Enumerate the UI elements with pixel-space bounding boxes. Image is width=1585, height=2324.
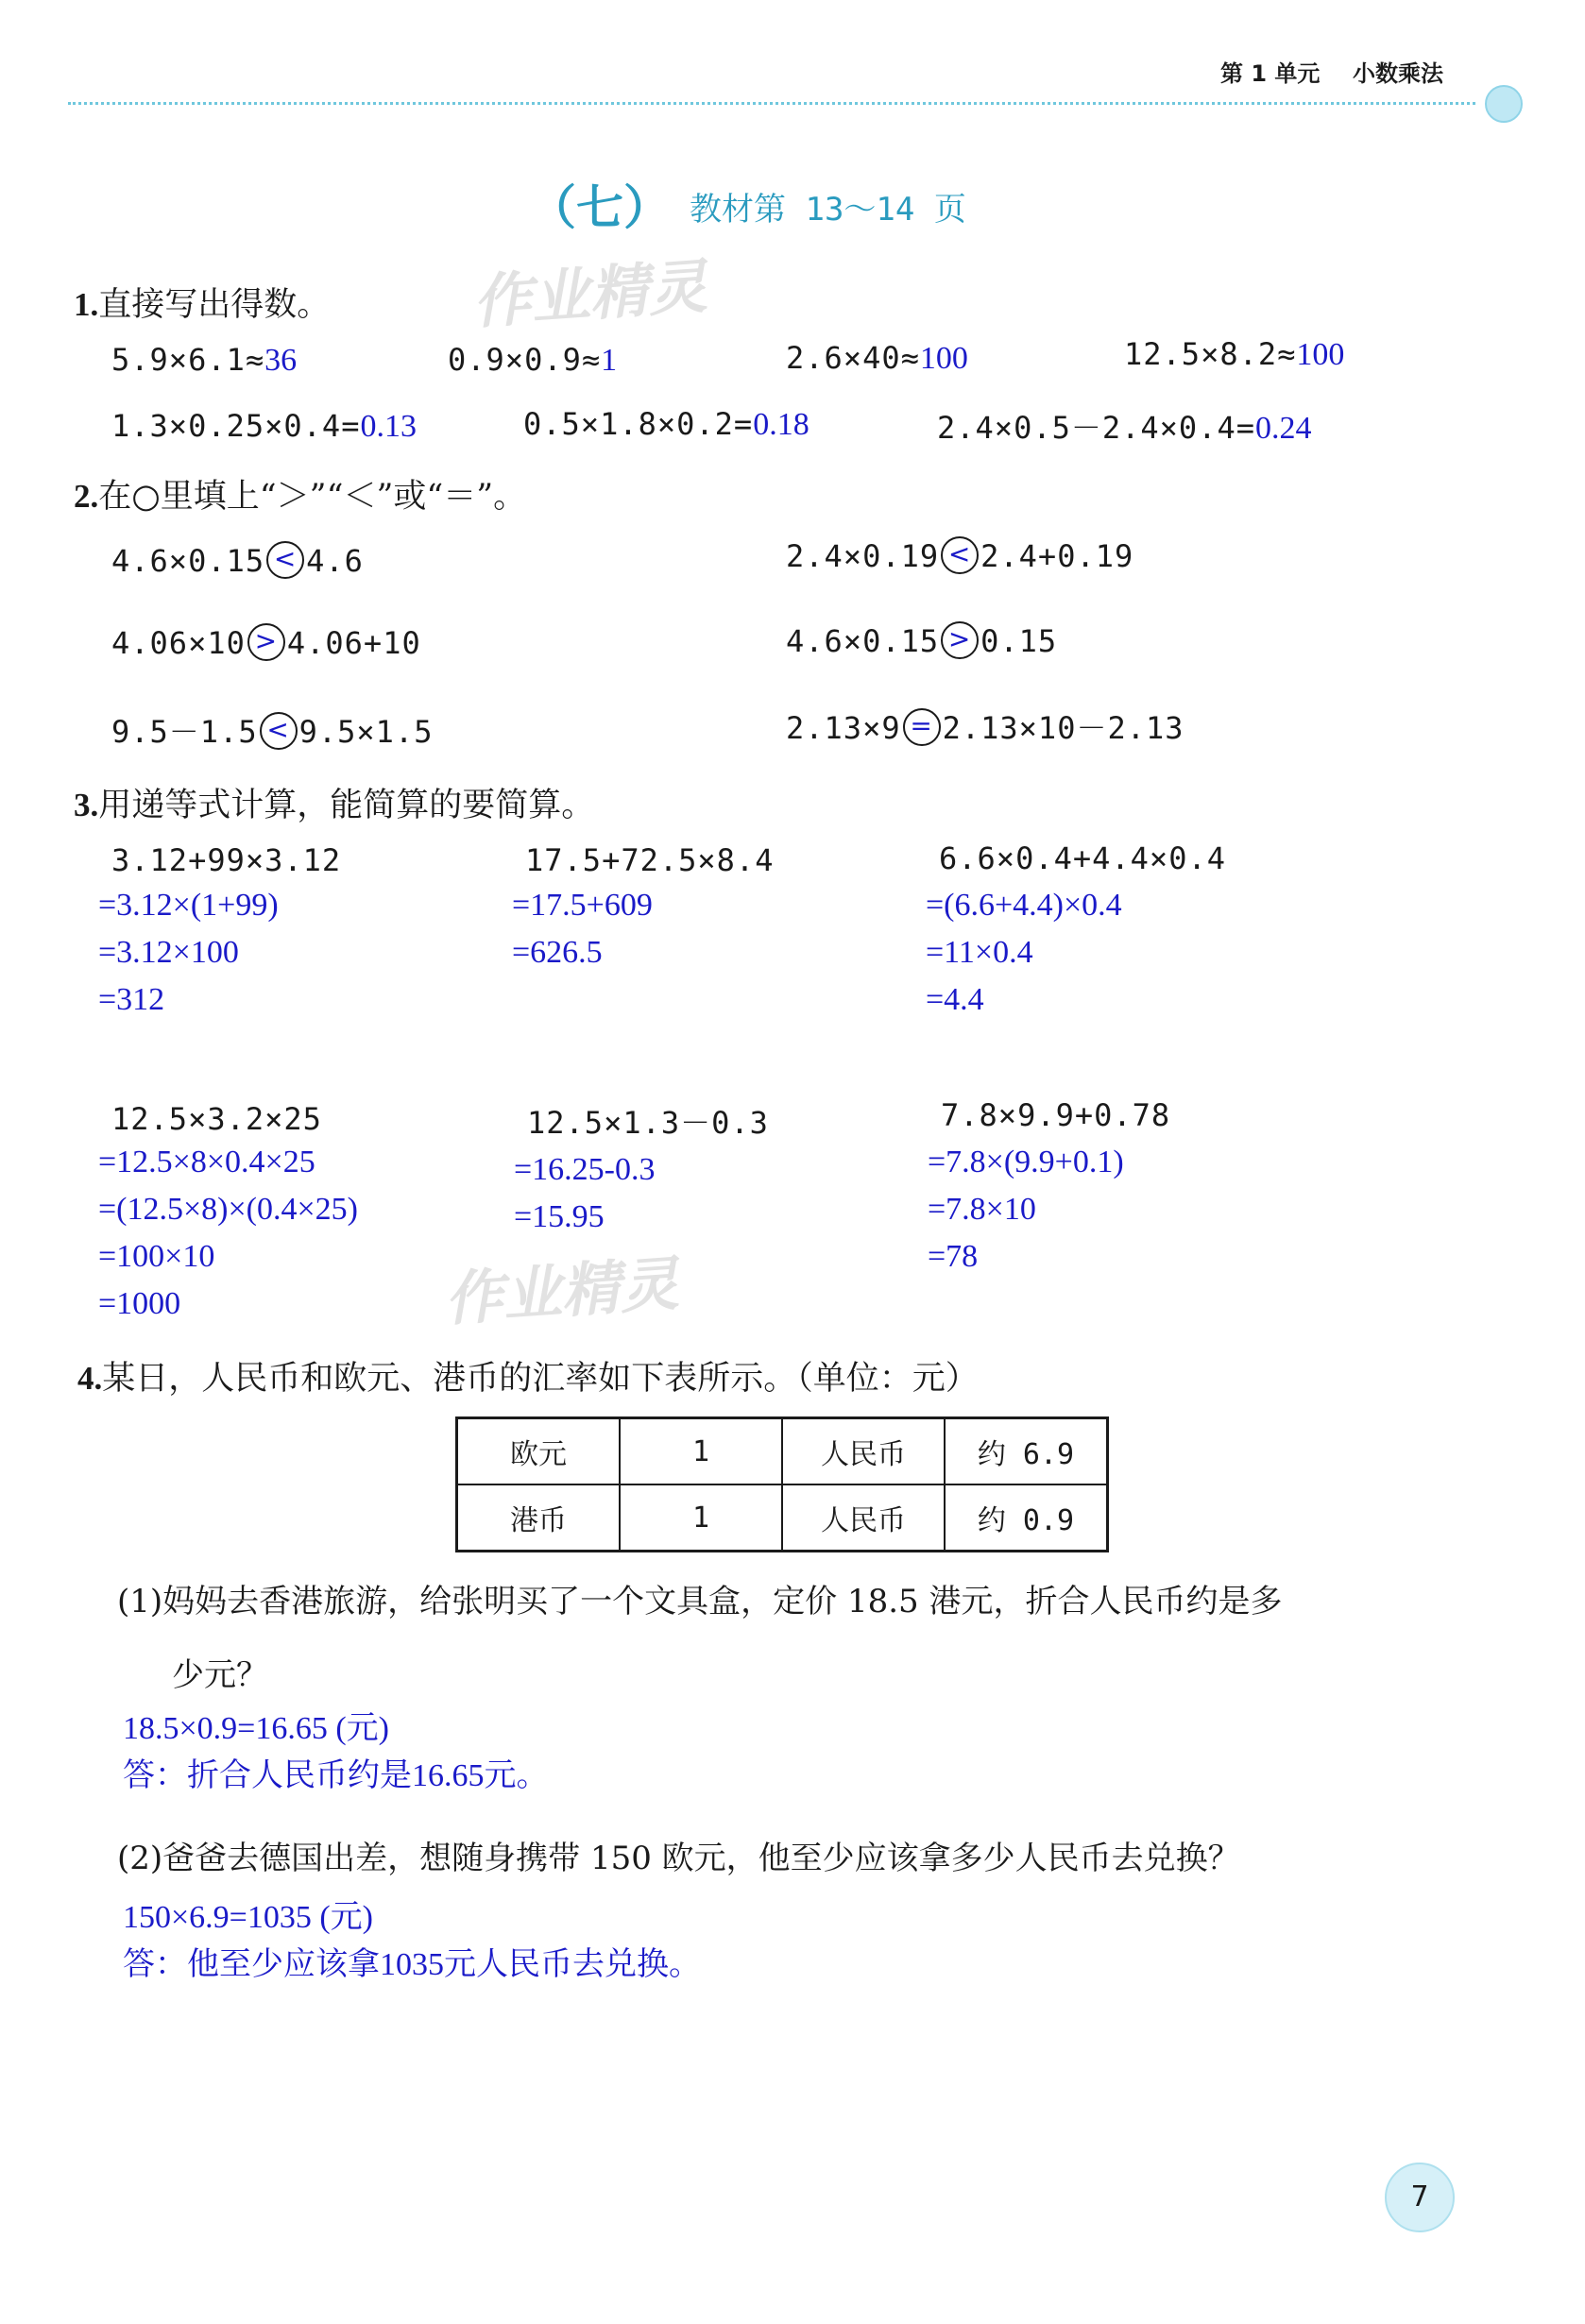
q2-right: 4.06+10 [286,625,421,661]
q2-left: 2.4×0.19 [786,538,940,574]
q1-answer: 0.13 [360,409,417,444]
table-row [457,1484,1108,1552]
q4-sub2-text: (2)爸爸去德国出差，想随身携带 150 欧元，他至少应该拿多少人民币去兑换？ [117,1840,1240,1877]
exchange-rate-table [455,1416,1109,1552]
q3-problem [512,842,774,971]
q3-expression: 12.5×3.2×25 [111,1101,322,1137]
watermark: 作业精灵 [442,1248,681,1334]
q1-expr: 2.6×40≈ [786,340,920,376]
q1-item [937,404,1312,448]
table-cell: 约 6.9 [945,1418,1108,1485]
q2-left: 2.13×9 [786,710,901,746]
q4-sub2-calc: 150×6.9=1035 (元) [123,1900,373,1935]
q3-expression: 6.6×0.4+4.4×0.4 [939,840,1226,876]
q3-expression: 17.5+72.5×8.4 [525,842,775,878]
compare-circle[interactable]: > [941,621,979,659]
q2-left: 4.6×0.15 [786,623,940,659]
q2-right: 2.13×10－2.13 [942,710,1184,746]
q3-expression: 7.8×9.9+0.78 [941,1097,1171,1133]
q3-expression: 3.12+99×3.12 [111,842,342,878]
header-divider [68,102,1475,105]
table-cell: 约 0.9 [945,1484,1108,1552]
q3-step: =3.12×100 [98,935,239,970]
compare-circle[interactable]: > [247,623,285,661]
q4-sub2-answer: 答：他至少应该拿1035元人民币去兑换。 [123,1947,701,1982]
header-badge-icon [1485,85,1523,123]
q1-answer: 36 [264,343,298,378]
q4-sub1-text: (1)妈妈去香港旅游，给张明买了一个文具盒，定价 18.5 港元，折合人民币约是多 [117,1583,1283,1620]
q1-expr: 0.9×0.9≈ [448,342,602,378]
q1-item [111,408,417,445]
q1-answer: 100 [1296,337,1345,372]
q1-title: 直接写出得数。 [98,286,331,324]
q2-item [786,623,1057,662]
q1-number: 1. [74,286,99,323]
q3-step: =11×0.4 [926,935,1033,970]
q3-problem [98,1101,358,1322]
page-number: 7 [1385,2163,1455,2232]
q3-step: =4.4 [926,982,984,1017]
q4-sub1-text-cont: 少元？ [172,1656,268,1694]
compare-circle[interactable]: < [260,712,298,750]
table-cell: 港币 [457,1484,621,1552]
q2-item [111,543,364,582]
q3-step: =78 [928,1239,979,1274]
watermark: 作业精灵 [470,251,709,337]
q4-title: 某日，人民币和欧元、港币的汇率如下表所示。（单位：元） [102,1360,979,1398]
q1-answer: 0.18 [753,407,810,442]
table-cell: 欧元 [457,1418,621,1485]
q2-left: 4.06×10 [111,625,246,661]
q3-step: =15.95 [514,1199,605,1234]
compare-circle[interactable]: = [903,708,941,746]
q3-step: =100×10 [98,1239,215,1274]
q3-step: =(6.6+4.4)×0.4 [926,888,1122,923]
textbook-ref: 教材第 13～14 页 [690,191,966,229]
q3-problem [926,840,1226,1018]
q1-expr: 12.5×8.2≈ [1124,336,1297,372]
q3-step: =7.8×(9.9+0.1) [928,1145,1124,1179]
table-cell: 1 [620,1484,782,1552]
table-cell: 人民币 [782,1484,945,1552]
q3-step: =1000 [98,1286,181,1321]
q1-answer: 0.24 [1255,411,1312,446]
q2-item [111,625,421,664]
q2-right: 2.4+0.19 [980,538,1134,574]
q4-sub1-calc: 18.5×0.9=16.65 (元) [123,1711,389,1746]
q1-answer: 100 [919,341,968,376]
q3-expression: 12.5×1.3－0.3 [527,1105,769,1141]
q1-answer: 1 [601,343,618,378]
q2-title: 在○里填上“＞”“＜”或“＝”。 [98,478,527,516]
q1-item [448,342,617,379]
q1-item [111,342,297,379]
compare-circle[interactable]: < [941,536,979,574]
q1-expr: 0.5×1.8×0.2= [523,406,754,442]
q2-number: 2. [74,478,99,515]
q3-step: =3.12×(1+99) [98,888,279,923]
q3-step: =12.5×8×0.4×25 [98,1145,315,1179]
table-cell: 人民币 [782,1418,945,1485]
q3-problem [928,1097,1170,1275]
topic-label: 小数乘法 [1353,60,1443,87]
q3-heading [74,779,594,826]
q2-right: 9.5×1.5 [298,714,434,750]
q2-heading [74,470,526,517]
section-title: （七） [529,179,671,235]
unit-label: 第 1 单元 [1220,60,1321,87]
q2-right: 0.15 [980,623,1058,659]
q2-item [786,538,1133,577]
q1-expr: 2.4×0.5－2.4×0.4= [937,410,1255,446]
table-cell: 1 [620,1418,782,1485]
q3-number: 3. [74,787,99,823]
q1-expr: 5.9×6.1≈ [111,342,265,378]
q3-title: 用递等式计算，能简算的要简算。 [98,787,595,824]
q1-item [523,406,810,443]
q3-step: =7.8×10 [928,1192,1036,1227]
table-row [457,1418,1108,1485]
q1-expr: 1.3×0.25×0.4= [111,408,361,444]
q2-left: 4.6×0.15 [111,543,265,579]
q4-heading [77,1352,979,1399]
q3-step: =626.5 [512,935,603,970]
q3-step: =17.5+609 [512,888,653,923]
q3-problem [98,842,341,1018]
q4-number: 4. [77,1360,103,1397]
q1-heading [74,279,330,326]
q2-right: 4.6 [306,543,364,579]
q2-left: 9.5－1.5 [111,714,258,750]
q3-step: =312 [98,982,165,1017]
q3-problem [514,1099,769,1235]
q2-item [111,708,433,753]
q3-step: =(12.5×8)×(0.4×25) [98,1192,358,1227]
q1-item [786,340,968,377]
compare-circle[interactable]: < [266,541,304,579]
q2-item [786,704,1184,749]
q4-sub1-answer: 答：折合人民币约是16.65元。 [123,1758,549,1793]
q3-step: =16.25-0.3 [514,1152,656,1187]
q1-item [1124,336,1344,373]
